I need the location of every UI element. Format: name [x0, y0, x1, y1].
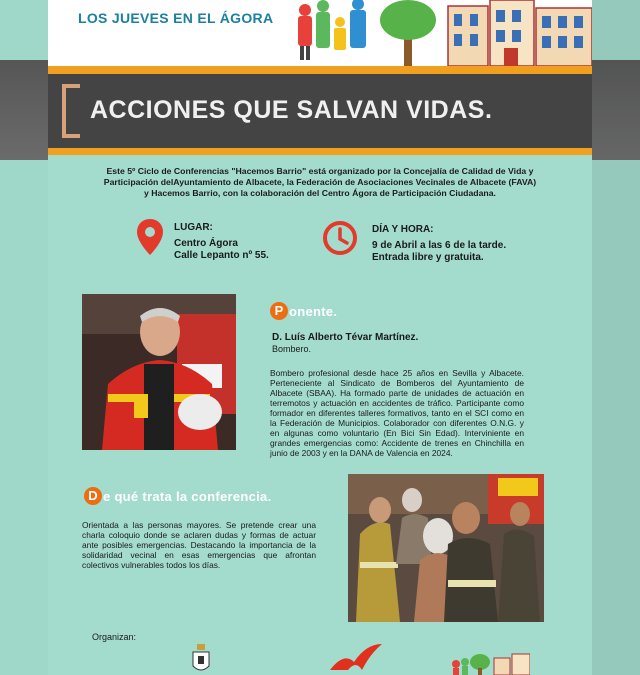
orange-stripe-bottom: [48, 148, 592, 155]
fecha-date: 9 de Abril a las 6 de la tarde.: [372, 240, 507, 251]
city-crest-logo: [191, 644, 211, 675]
background-blur-left: [0, 0, 48, 675]
title-banner: [48, 74, 592, 148]
intro-line: y Hacemos Barrio, con la colaboración del Centro Ágora de Participación Ciudadana.: [144, 188, 496, 198]
conferencia-heading: [84, 487, 272, 505]
speaker-role: Bombero.: [272, 344, 312, 354]
background-blur-right: [592, 0, 640, 675]
fecha-label: DÍA Y HORA:: [372, 224, 434, 235]
heading-initial: P: [270, 302, 288, 320]
lugar-venue: Centro Ágora: [174, 238, 238, 249]
heading-initial: D: [84, 487, 102, 505]
intro-text: [70, 166, 570, 199]
series-title: LOS JUEVES EN EL ÁGORA: [78, 10, 274, 26]
location-pin-icon: [136, 218, 164, 256]
neighbourhood-illustration: [298, 0, 592, 66]
clock-icon: [322, 220, 358, 256]
orange-stripe: [48, 66, 592, 74]
speaker-name: D. Luís Alberto Tévar Martínez.: [272, 332, 419, 343]
rescue-photo: [348, 474, 544, 622]
intro-line: Participación delAyuntamiento de Albacete, la Federación de Asociaciones Vecinales de Albacete (FAVA): [103, 177, 537, 187]
hacemos-barrio-logo: [450, 652, 530, 675]
poster-header: [48, 0, 592, 66]
event-poster: [48, 0, 592, 675]
organizers-label: Organizan:: [92, 632, 137, 642]
speaker-photo: [82, 294, 236, 450]
speaker-bio: Bombero profesional desde hace 25 años en Sevilla y Albacete. Perteneciente al Sindicato de Bomberos del Ayuntamiento de Albacete (SBAA). Ha formado parte de unidades de actuación en terremotos y actuación en accidentes de tráfico. Participante como formador en diferentes talleres formativos, tanto en el SCI como en la Federación de Municipios. Colaborador con diferentes O.N.G. y en algunas como voluntario (En Bici Sin Edad). Interviniente en grandes emergencias como: Accidente de trenes en Chinchilla en junio de 2003 y en la DANA de Valencia en 2024.: [270, 368, 524, 458]
fava-logo: [326, 640, 384, 675]
fecha-entry: Entrada libre y gratuita.: [372, 252, 484, 263]
intro-line: Este 5º Ciclo de Conferencias "Hacemos Barrio" está organizado por la Concejalía de Calidad de Vida y: [106, 166, 534, 176]
conferencia-text: Orientada a las personas mayores. Se pretende crear una charla coloquio donde se aclaren dudas y formas de actuar ante posibles emergencias. Destacando la importancia de la solidaridad vecinal en esas emergencias que afrontan colectivos vulnerables todos los días.: [82, 520, 316, 570]
event-title: ACCIONES QUE SALVAN VIDAS.: [90, 96, 493, 124]
ponente-heading: [270, 302, 337, 320]
heading-text: onente.: [289, 303, 338, 319]
lugar-label: LUGAR:: [174, 222, 213, 233]
lugar-address: Calle Lepanto nº 55.: [174, 250, 269, 261]
heading-text: e qué trata la conferencia.: [103, 488, 272, 504]
bracket-ornament: [62, 84, 80, 138]
